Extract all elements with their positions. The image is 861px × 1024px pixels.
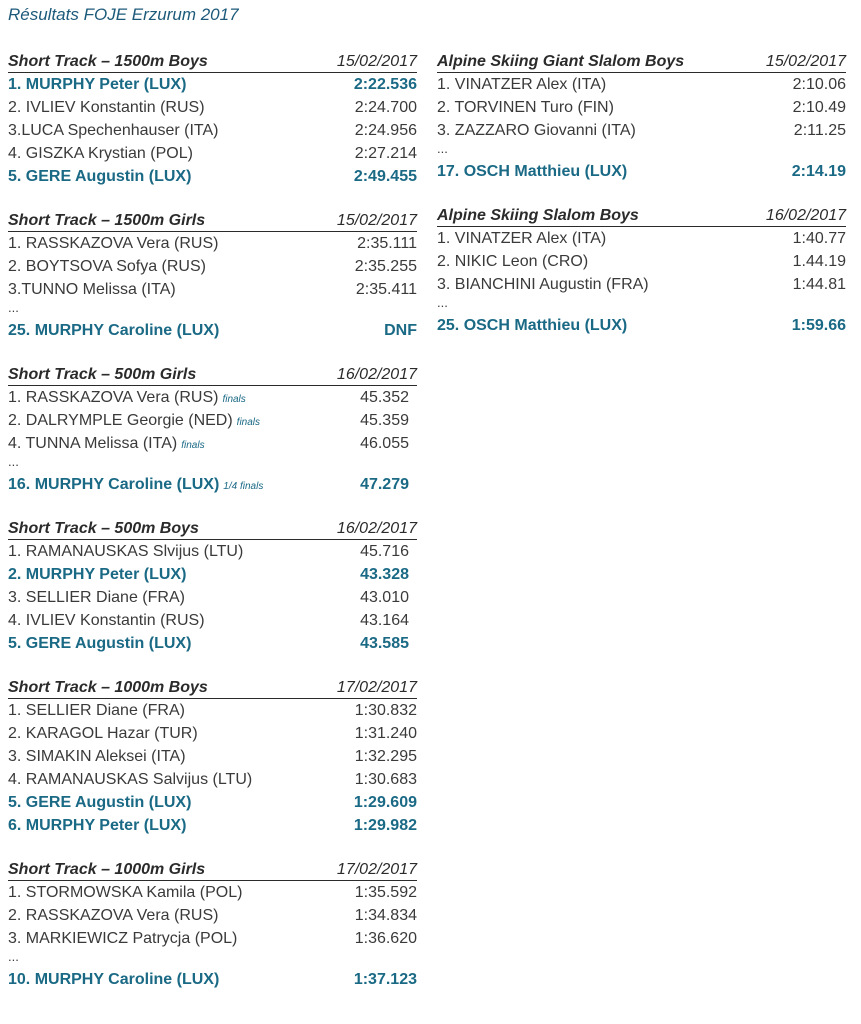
result-time: 1:32.295 (354, 748, 417, 765)
result-time: 2:27.214 (354, 145, 417, 162)
result-row (8, 904, 417, 927)
athlete-name: 17. OSCH Matthieu (LUX) (437, 163, 628, 180)
result-time: 2:35.111 (357, 235, 417, 252)
event-date: 16/02/2017 (336, 366, 417, 383)
section-header (8, 52, 417, 73)
athlete-name: 6. MURPHY Peter (LUX) (8, 817, 187, 834)
result-row (8, 278, 417, 301)
event-title: Short Track – 1500m Boys (8, 53, 208, 70)
event-title: Short Track – 500m Girls (8, 366, 197, 383)
result-row (8, 722, 417, 745)
athlete-name: 3. SIMAKIN Aleksei (ITA) (8, 748, 186, 765)
result-row (8, 432, 417, 455)
ellipsis-row: ... (8, 300, 19, 315)
result-row (8, 73, 417, 96)
result-time: 1:30.832 (354, 702, 417, 719)
athlete-name: 1. RAMANAUSKAS Slvijus (LTU) (8, 543, 244, 560)
result-time: 45.359 (360, 412, 409, 429)
results-section (437, 52, 846, 183)
result-row (8, 881, 417, 904)
result-row (8, 386, 417, 409)
result-time: 46.055 (360, 435, 409, 452)
athlete-name: 3. BIANCHINI Augustin (FRA) (437, 276, 649, 293)
result-row (437, 273, 846, 296)
result-time: 2:10.49 (792, 99, 846, 116)
section-header (8, 365, 417, 386)
result-time: 1:31.240 (354, 725, 417, 742)
athlete-name: 4. IVLIEV Konstantin (RUS) (8, 612, 205, 629)
result-time: 2:11.25 (793, 122, 846, 139)
page-title: Résultats FOJE Erzurum 2017 (8, 5, 239, 24)
athlete-name: 10. MURPHY Caroline (LUX) (8, 971, 220, 988)
athlete-name: 4. GISZKA Krystian (POL) (8, 145, 193, 162)
athlete-name: 3.TUNNO Melissa (ITA) (8, 281, 176, 298)
result-row (8, 927, 417, 950)
result-row (8, 409, 417, 432)
result-time: 1:40.77 (792, 230, 846, 247)
event-date: 15/02/2017 (336, 53, 417, 70)
result-row (437, 73, 846, 96)
athlete-name: 4. TUNNA Melissa (ITA) finals (8, 435, 205, 452)
result-time: 1:29.609 (353, 794, 417, 811)
result-time: 2:24.956 (354, 122, 417, 139)
result-time: 1:36.620 (354, 930, 417, 947)
result-row (8, 814, 417, 837)
section-header (8, 678, 417, 699)
ellipsis-row: ... (8, 949, 19, 964)
result-time: DNF (384, 322, 417, 339)
athlete-name: 2. KARAGOL Hazar (TUR) (8, 725, 198, 742)
result-time: 1:30.683 (354, 771, 417, 788)
section-header (8, 860, 417, 881)
round-note: finals (181, 440, 205, 451)
result-time: 43.010 (360, 589, 409, 606)
athlete-name: 5. GERE Augustin (LUX) (8, 168, 192, 185)
right-column (437, 52, 846, 360)
athlete-name: 4. RAMANAUSKAS Salvijus (LTU) (8, 771, 253, 788)
result-row (8, 165, 417, 188)
athlete-name: 2. NIKIC Leon (CRO) (437, 253, 589, 270)
result-row (8, 319, 417, 342)
event-date: 17/02/2017 (336, 861, 417, 878)
result-row (437, 96, 846, 119)
athlete-name: 2. MURPHY Peter (LUX) (8, 566, 187, 583)
left-column (8, 52, 417, 1014)
result-row (8, 540, 417, 563)
athlete-name: 16. MURPHY Caroline (LUX) 1/4 finals (8, 476, 264, 493)
result-row (8, 586, 417, 609)
athlete-name: 1. RASSKAZOVA Vera (RUS) finals (8, 389, 246, 406)
section-header (437, 206, 846, 227)
result-row (8, 609, 417, 632)
round-note: finals (236, 417, 261, 428)
result-time: 43.164 (360, 612, 409, 629)
athlete-name: 3. SELLIER Diane (FRA) (8, 589, 185, 606)
result-row (8, 255, 417, 278)
result-time: 1:34.834 (354, 907, 417, 924)
result-time: 1:37.123 (353, 971, 417, 988)
athlete-name: 25. OSCH Matthieu (LUX) (437, 317, 628, 334)
event-date: 15/02/2017 (336, 212, 417, 229)
result-row (8, 791, 417, 814)
section-header (8, 519, 417, 540)
athlete-name: 1. MURPHY Peter (LUX) (8, 76, 187, 93)
round-note: finals (222, 394, 246, 405)
athlete-name: 1. VINATZER Alex (ITA) (437, 230, 607, 247)
athlete-name: 1. STORMOWSKA Kamila (POL) (8, 884, 243, 901)
event-title: Alpine Skiing Slalom Boys (437, 207, 639, 224)
event-title: Short Track – 1500m Girls (8, 212, 206, 229)
athlete-name: 3.LUCA Spechenhauser (ITA) (8, 122, 219, 139)
result-row (8, 968, 417, 991)
result-time: 1:35.592 (354, 884, 417, 901)
result-time: 1.44.19 (792, 253, 846, 270)
event-date: 17/02/2017 (336, 679, 417, 696)
section-header (437, 52, 846, 73)
result-row (8, 632, 417, 655)
results-section (8, 860, 417, 991)
ellipsis-row: ... (8, 454, 19, 469)
result-time: 43.585 (360, 635, 409, 652)
event-date: 16/02/2017 (336, 520, 417, 537)
athlete-name: 2. IVLIEV Konstantin (RUS) (8, 99, 205, 116)
section-header (8, 211, 417, 232)
ellipsis-row: ... (437, 295, 448, 310)
result-row (437, 227, 846, 250)
results-section (8, 211, 417, 342)
athlete-name: 1. VINATZER Alex (ITA) (437, 76, 607, 93)
result-time: 47.279 (360, 476, 409, 493)
result-row (437, 160, 846, 183)
result-time: 1:29.982 (353, 817, 417, 834)
results-section (8, 365, 417, 496)
result-time: 2:49.455 (353, 168, 417, 185)
result-row (8, 563, 417, 586)
result-time: 2:22.536 (353, 76, 417, 93)
result-time: 45.716 (360, 543, 409, 560)
athlete-name: 5. GERE Augustin (LUX) (8, 794, 192, 811)
result-row (8, 232, 417, 255)
result-row (8, 745, 417, 768)
result-row (8, 473, 417, 496)
athlete-name: 3. ZAZZARO Giovanni (ITA) (437, 122, 636, 139)
athlete-name: 5. GERE Augustin (LUX) (8, 635, 192, 652)
athlete-name: 3. MARKIEWICZ Patrycja (POL) (8, 930, 238, 947)
result-row (437, 314, 846, 337)
event-date: 16/02/2017 (765, 207, 846, 224)
result-time: 2:10.06 (792, 76, 846, 93)
result-time: 2:35.411 (355, 281, 417, 298)
results-section (8, 678, 417, 837)
result-row (437, 250, 846, 273)
result-time: 45.352 (360, 389, 409, 406)
athlete-name: 2. TORVINEN Turo (FIN) (437, 99, 614, 116)
event-date: 15/02/2017 (765, 53, 846, 70)
ellipsis-row: ... (437, 141, 448, 156)
round-note: 1/4 finals (223, 481, 264, 492)
result-row (8, 142, 417, 165)
athlete-name: 1. RASSKAZOVA Vera (RUS) (8, 235, 219, 252)
result-row (437, 119, 846, 142)
event-title: Short Track – 1000m Girls (8, 861, 206, 878)
result-row (8, 699, 417, 722)
result-time: 1:44.81 (792, 276, 846, 293)
athlete-name: 1. SELLIER Diane (FRA) (8, 702, 185, 719)
result-row (8, 119, 417, 142)
event-title: Short Track – 500m Boys (8, 520, 199, 537)
event-title: Short Track – 1000m Boys (8, 679, 208, 696)
result-row (8, 96, 417, 119)
result-time: 2:14.19 (791, 163, 846, 180)
event-title: Alpine Skiing Giant Slalom Boys (437, 53, 685, 70)
result-time: 2:24.700 (354, 99, 417, 116)
results-section (437, 206, 846, 337)
athlete-name: 25. MURPHY Caroline (LUX) (8, 322, 220, 339)
athlete-name: 2. DALRYMPLE Georgie (NED) finals (8, 412, 261, 429)
athlete-name: 2. BOYTSOVA Sofya (RUS) (8, 258, 206, 275)
result-time: 2:35.255 (354, 258, 417, 275)
results-section (8, 519, 417, 655)
result-row (8, 768, 417, 791)
result-time: 43.328 (360, 566, 409, 583)
results-section (8, 52, 417, 188)
result-time: 1:59.66 (791, 317, 846, 334)
athlete-name: 2. RASSKAZOVA Vera (RUS) (8, 907, 219, 924)
